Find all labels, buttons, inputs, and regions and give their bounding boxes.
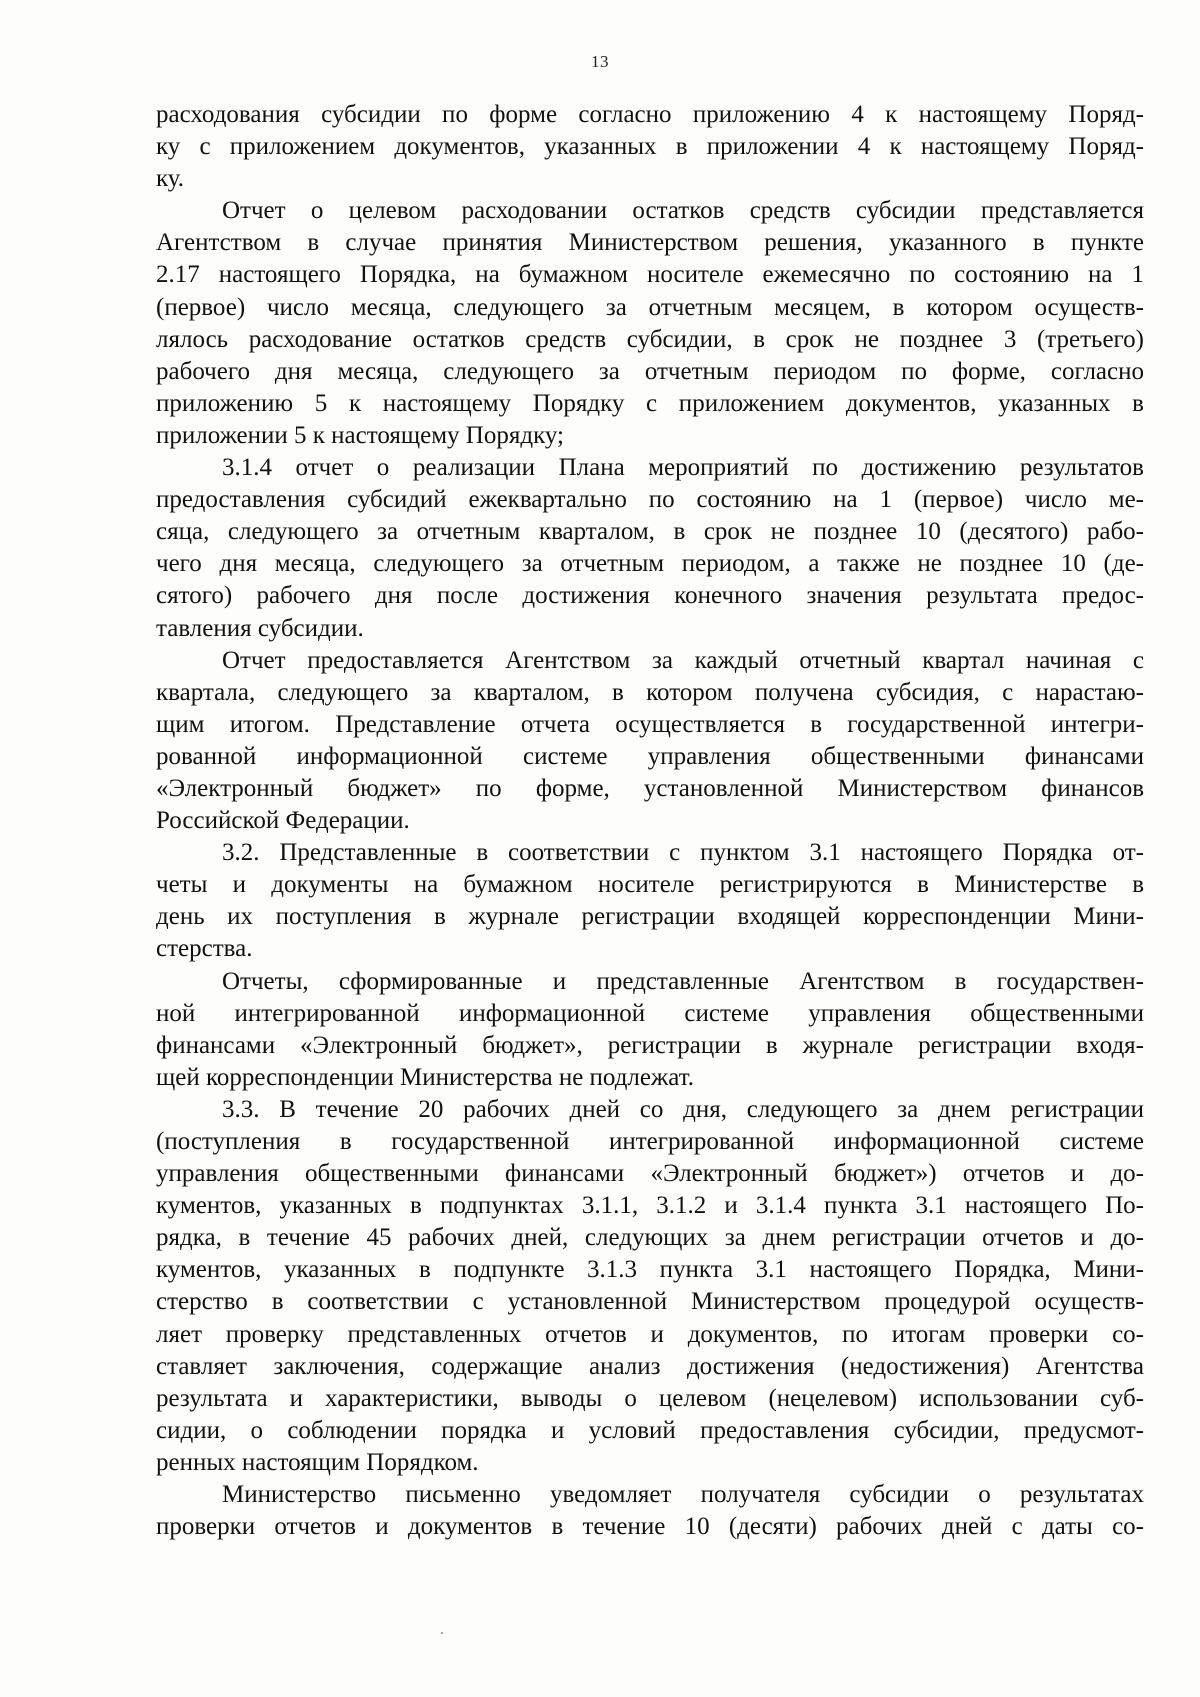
text-line: Министерство письменно уведомляет получателя субсидии о результатах <box>222 1481 1144 1509</box>
text-line: стерство в соответствии с установленной Министерством процедурой осуществ- <box>156 1288 1144 1316</box>
text-line: ренных настоящим Порядком. <box>156 1448 479 1476</box>
text-line: стерства. <box>156 935 253 963</box>
text-line: кументов, указанных в подпункте 3.1.3 пункта 3.1 настоящего Порядка, Мини- <box>156 1256 1144 1284</box>
text-line: (первое) число месяца, следующего за отчетным месяцем, в котором осуществ- <box>156 293 1144 321</box>
text-line: тавления субсидии. <box>156 614 364 642</box>
text-line: сятого) рабочего дня после достижения конечного значения результата предос- <box>156 582 1144 610</box>
text-line: сидии, о соблюдении порядка и условий предоставления субсидии, предусмот- <box>156 1416 1144 1444</box>
text-line: щим итогом. Представление отчета осуществляется в государственной интегри- <box>156 710 1144 738</box>
text-line: (поступления в государственной интегрированной информационной системе <box>156 1128 1144 1155</box>
text-line: лялось расходование остатков средств субсидии, в срок не позднее 3 (третьего) <box>156 325 1144 353</box>
text-line: результата и характеристики, выводы о целевом (нецелевом) использовании суб- <box>156 1384 1144 1412</box>
text-line: рованной информационной системе управления общественными финансами <box>156 742 1144 770</box>
text-line: день их поступления в журнале регистрации входящей корреспонденции Мини- <box>156 903 1144 931</box>
text-line: чего дня месяца, следующего за отчетным периодом, а также не позднее 10 (де- <box>156 550 1144 578</box>
text-line: ку. <box>156 165 185 193</box>
text-line: «Электронный бюджет» по форме, установленной Министерством финансов <box>156 774 1144 802</box>
text-line: ставляет заключения, содержащие анализ достижения (недостижения) Агентства <box>156 1352 1144 1380</box>
text-line: Российской Федерации. <box>156 807 410 835</box>
document-body <box>156 99 1144 1543</box>
text-line: 3.1.4 отчет о реализации Плана мероприятий по достижению результатов <box>222 454 1144 482</box>
scan-speck <box>441 1632 443 1634</box>
text-line: ляет проверку представленных отчетов и документов, по итогам проверки со- <box>156 1320 1144 1348</box>
text-line: 3.3. В течение 20 рабочих дней со дня, следующего за днем регистрации <box>222 1095 1144 1123</box>
page-number: 13 <box>591 52 609 71</box>
text-line: рядка, в течение 45 рабочих дней, следующих за днем регистрации отчетов и до- <box>156 1224 1144 1252</box>
text-line: Отчеты, сформированные и представленные Агентством в государствен- <box>222 967 1144 995</box>
text-line: приложению 5 к настоящему Порядку с приложением документов, указанных в <box>156 389 1144 417</box>
text-line: квартала, следующего за кварталом, в котором получена субсидия, с нарастаю- <box>156 678 1144 706</box>
text-line: проверки отчетов и документов в течение 10 (десяти) рабочих дней с даты со- <box>156 1513 1144 1541</box>
text-line: 2.17 настоящего Порядка, на бумажном носителе ежемесячно по состоянию на 1 <box>156 261 1144 289</box>
text-line: Агентством в случае принятия Министерством решения, указанного в пункте <box>156 229 1144 257</box>
text-line: приложении 5 к настоящему Порядку; <box>156 421 564 449</box>
text-line: четы и документы на бумажном носителе регистрируются в Министерстве в <box>156 871 1144 899</box>
text-line: сяца, следующего за отчетным кварталом, в срок не позднее 10 (десятого) рабо- <box>156 518 1144 546</box>
text-line: 3.2. Представленные в соответствии с пунктом 3.1 настоящего Порядка от- <box>222 839 1144 867</box>
text-line: расходования субсидии по форме согласно приложению 4 к настоящему Поряд- <box>156 101 1144 128</box>
text-line: ной интегрированной информационной системе управления общественными <box>156 999 1144 1027</box>
text-line: управления общественными финансами «Электронный бюджет») отчетов и до- <box>156 1160 1144 1188</box>
text-line: финансами «Электронный бюджет», регистрации в журнале регистрации входя- <box>156 1031 1144 1059</box>
text-line: кументов, указанных в подпунктах 3.1.1, 3.1.2 и 3.1.4 пункта 3.1 настоящего По- <box>156 1192 1144 1220</box>
text-line: Отчет о целевом расходовании остатков средств субсидии представляется <box>222 197 1144 225</box>
text-line: предоставления субсидий ежеквартально по состоянию на 1 (первое) число ме- <box>156 486 1144 514</box>
text-line: ку с приложением документов, указанных в приложении 4 к настоящему Поряд- <box>156 133 1144 161</box>
text-line: рабочего дня месяца, следующего за отчетным периодом по форме, согласно <box>156 357 1144 385</box>
text-line: Отчет предоставляется Агентством за каждый отчетный квартал начиная с <box>222 646 1144 674</box>
text-line: щей корреспонденции Министерства не подлежат. <box>156 1063 695 1091</box>
